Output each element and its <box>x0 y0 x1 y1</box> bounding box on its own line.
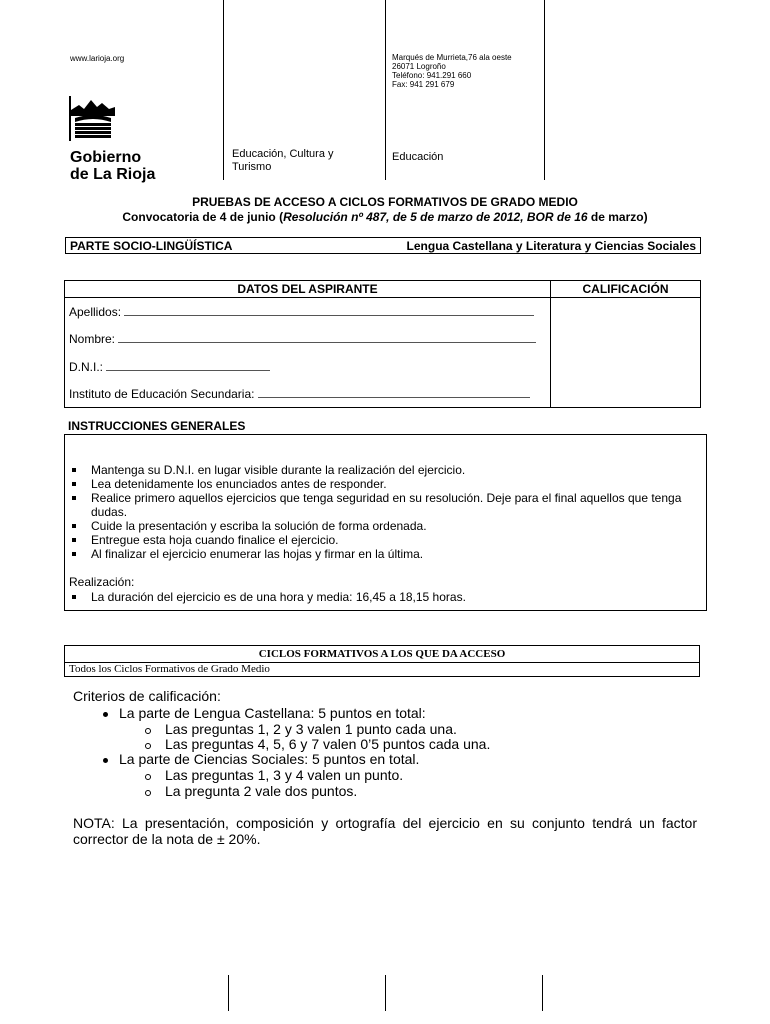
circle-bullet-icon <box>145 743 151 749</box>
criteria-part2-sub2: La pregunta 2 vale dos puntos. <box>165 783 358 799</box>
footer-divider-3 <box>542 975 543 1011</box>
org-name <box>70 149 155 183</box>
cycles-value: Todos los Ciclos Formativos de Grado Medio <box>69 663 270 675</box>
document-title: PRUEBAS DE ACCESO A CICLOS FORMATIVOS DE GRADO MEDIO <box>192 195 578 209</box>
convocation-prefix: Convocatoria de 4 de junio ( <box>122 210 284 224</box>
instruction-item: Cuide la presentación y escriba la solución de forma ordenada. <box>69 519 703 533</box>
criteria-part2: La parte de Ciencias Sociales: 5 puntos en total. <box>119 751 420 767</box>
cycles-table <box>64 645 700 677</box>
footer-divider-2 <box>385 975 386 1011</box>
instruction-item: Lea detenidamente los enunciados antes de responder. <box>69 477 703 491</box>
address-line: Teléfono: 941.291 660 <box>392 71 472 80</box>
surname-field[interactable] <box>69 304 534 319</box>
realization-list <box>69 590 703 604</box>
department-name: Educación, Cultura y Turismo <box>232 148 334 173</box>
surname-input-line[interactable] <box>124 304 534 316</box>
grade-box <box>550 280 701 408</box>
instructions-list <box>69 463 703 561</box>
criteria-part1-sub1: Las preguntas 1, 2 y 3 valen 1 punto cada una. <box>165 721 457 737</box>
name-input-line[interactable] <box>118 331 536 343</box>
website-url[interactable]: www.larioja.org <box>70 54 125 63</box>
criteria-part2-sub1: Las preguntas 1, 3 y 4 valen un punto. <box>165 767 404 783</box>
bullet-icon <box>103 712 108 717</box>
criteria-heading: Criterios de calificación: <box>73 688 221 704</box>
grade-input-area[interactable] <box>551 298 700 407</box>
school-input-line[interactable] <box>258 386 530 398</box>
coat-of-arms-logo <box>69 96 117 142</box>
grading-note: NOTA: La presentación, composición y ortografía del ejercicio en su conjunto tendrá un factor corrector de la nota de ± 20%. <box>73 815 697 847</box>
applicant-box <box>64 280 551 408</box>
school-label: Instituto de Educación Secundaria: <box>69 387 255 401</box>
applicant-header-rule <box>65 297 550 298</box>
circle-bullet-icon <box>145 790 151 796</box>
footer-divider-1 <box>228 975 229 1011</box>
circle-bullet-icon <box>145 774 151 780</box>
instruction-item: Mantenga su D.N.I. en lugar visible durante la realización del ejercicio. <box>69 463 703 477</box>
cycles-header: CICLOS FORMATIVOS A LOS QUE DA ACCESO <box>258 648 506 660</box>
circle-bullet-icon <box>145 728 151 734</box>
criteria-part1: La parte de Lengua Castellana: 5 puntos en total: <box>119 705 426 721</box>
realization-label: Realización: <box>69 575 135 589</box>
name-label: Nombre: <box>69 332 116 346</box>
org-name-line1: Gobierno <box>70 149 142 166</box>
dni-field[interactable] <box>69 359 270 374</box>
address-line: 26071 Logroño <box>392 62 446 71</box>
instruction-item: Entregue esta hoja cuando finalice el ejercicio. <box>69 533 703 547</box>
section-name: Educación <box>392 151 444 163</box>
dni-label: D.N.I.: <box>69 360 104 374</box>
header-divider-3 <box>544 0 545 180</box>
org-name-line2: de La Rioja <box>70 166 156 183</box>
instruction-item: Realice primero aquellos ejercicios que tenga seguridad en su resolución. Deje para el final aquellos que tenga dudas. <box>69 491 703 519</box>
bullet-icon <box>103 758 108 763</box>
school-field[interactable] <box>69 386 530 401</box>
part-box <box>65 237 701 254</box>
grade-header: CALIFICACIÓN <box>582 282 669 296</box>
dni-input-line[interactable] <box>106 359 270 371</box>
convocation-line <box>0 210 770 224</box>
convocation-resolution: Resolución nº 487, de 5 de marzo de 2012, BOR de 16 <box>283 210 588 224</box>
surname-label: Apellidos: <box>69 305 122 319</box>
instruction-item: Al finalizar el ejercicio enumerar las hojas y firmar en la última. <box>69 547 703 561</box>
name-field[interactable] <box>69 331 536 346</box>
realization-item: La duración del ejercicio es de una hora y media: 16,45 a 18,15 horas. <box>69 590 703 604</box>
criteria-part1-sub2: Las preguntas 4, 5, 6 y 7 valen 0’5 puntos cada una. <box>165 736 491 752</box>
address-line: Marqués de Murrieta,76 ala oeste <box>392 53 512 62</box>
instructions-box <box>64 434 707 611</box>
subject-label: Lengua Castellana y Literatura y Ciencias Sociales <box>406 239 696 253</box>
address-line: Fax: 941 291 679 <box>392 80 455 89</box>
convocation-suffix: de marzo) <box>587 210 648 224</box>
header-divider-1 <box>223 0 224 180</box>
instructions-heading: INSTRUCCIONES GENERALES <box>68 419 246 433</box>
part-label: PARTE SOCIO-LINGÜÍSTICA <box>70 239 233 253</box>
address-block <box>392 52 542 90</box>
applicant-header: DATOS DEL ASPIRANTE <box>237 282 378 296</box>
header-divider-2 <box>385 0 386 180</box>
